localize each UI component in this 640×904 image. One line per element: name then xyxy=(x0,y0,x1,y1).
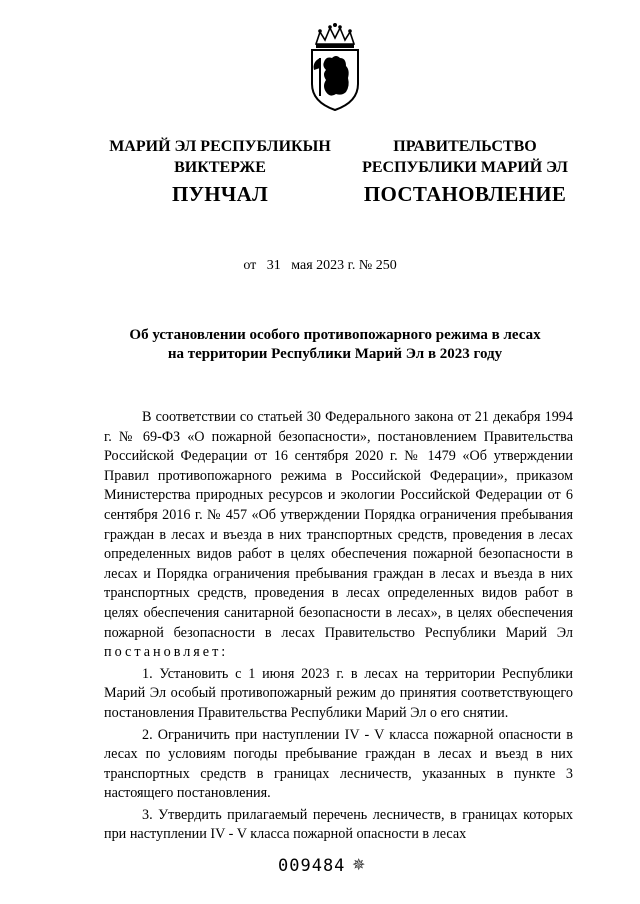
document-title xyxy=(100,326,570,364)
header-left-line2: ВИКТЕРЖЕ xyxy=(174,159,266,176)
header-left-doc-type: ПУНЧАЛ xyxy=(171,182,269,206)
header-right xyxy=(345,136,585,207)
item-3-paragraph: 3. Утвердить прилагаемый перечень лесничеств, в границах которых при наступлении IV - V класса пожарной опасности в лесах xyxy=(104,806,573,843)
title-line1: Об установлении особого противопожарного режима в лесах xyxy=(129,327,541,343)
header-right-doc-type: ПОСТАНОВЛЕНИЕ xyxy=(363,182,567,206)
header-right-line1: ПРАВИТЕЛЬСТВО xyxy=(393,138,537,155)
preamble-text: В соответствии со статьей 30 Федерального закона от 21 декабря 1994 г. № 69-ФЗ «О пожарной безопасности», постановлением Правительства Российской Федерации от 16 сентября 2020 г. № 1479 «Об утверждении Правил противопожарного режима в Российской Федерации», приказом Министерства природных ресурсов и экологии Российской Федерации от 6 сентября 2016 г. № 457 «Об утверждении Порядка ограничения пребывания граждан в лесах и въезда в них транспортных средств, проведения в лесах определенных видов работ в целях обеспечения пожарной безопасности в лесах и Порядка ограничения пребывания граждан в лесах и въезда в них транспортных средств, проведения в лесах определенных видов работ в целях обеспечения санитарной безопасности в лесах», в целях обеспечения пожарной безопасности в лесах Правительство Республики Марий Эл xyxy=(104,409,573,641)
date-day: 31 xyxy=(266,258,281,273)
ornament-icon: ✵ xyxy=(352,857,366,874)
date-month-year: мая 2023 г. № xyxy=(291,258,373,273)
date-prefix: от xyxy=(243,258,257,273)
document-number: 250 xyxy=(375,258,397,273)
document-body xyxy=(104,408,573,845)
decree-word: постановляет: xyxy=(104,644,229,661)
item-2-paragraph: 2. Ограничить при наступлении IV - V класса пожарной опасности в лесах по условиям погоды пребывание граждан в лесах и въезд в них транспортных средств в границах лесничеств, указанных в пункте 3 настоящего постановления. xyxy=(104,726,573,802)
title-line2: на территории Республики Марий Эл в 2023 году xyxy=(167,346,503,362)
item-1-paragraph: 1. Установить с 1 июня 2023 г. в лесах на территории Республики Марий Эл особый противопожарный режим до принятия соответствующего постановления Правительства Республики Марий Эл о его снятии. xyxy=(104,665,573,721)
header-left xyxy=(100,136,340,207)
document-date-line xyxy=(0,258,640,274)
coat-of-arms-icon xyxy=(300,22,370,112)
header-left-line1: МАРИЙ ЭЛ РЕСПУБЛИКЫН xyxy=(109,138,331,155)
preamble-paragraph xyxy=(104,408,573,663)
header-right-line2: РЕСПУБЛИКИ МАРИЙ ЭЛ xyxy=(362,159,568,176)
serial-number: 009484 xyxy=(278,856,346,876)
